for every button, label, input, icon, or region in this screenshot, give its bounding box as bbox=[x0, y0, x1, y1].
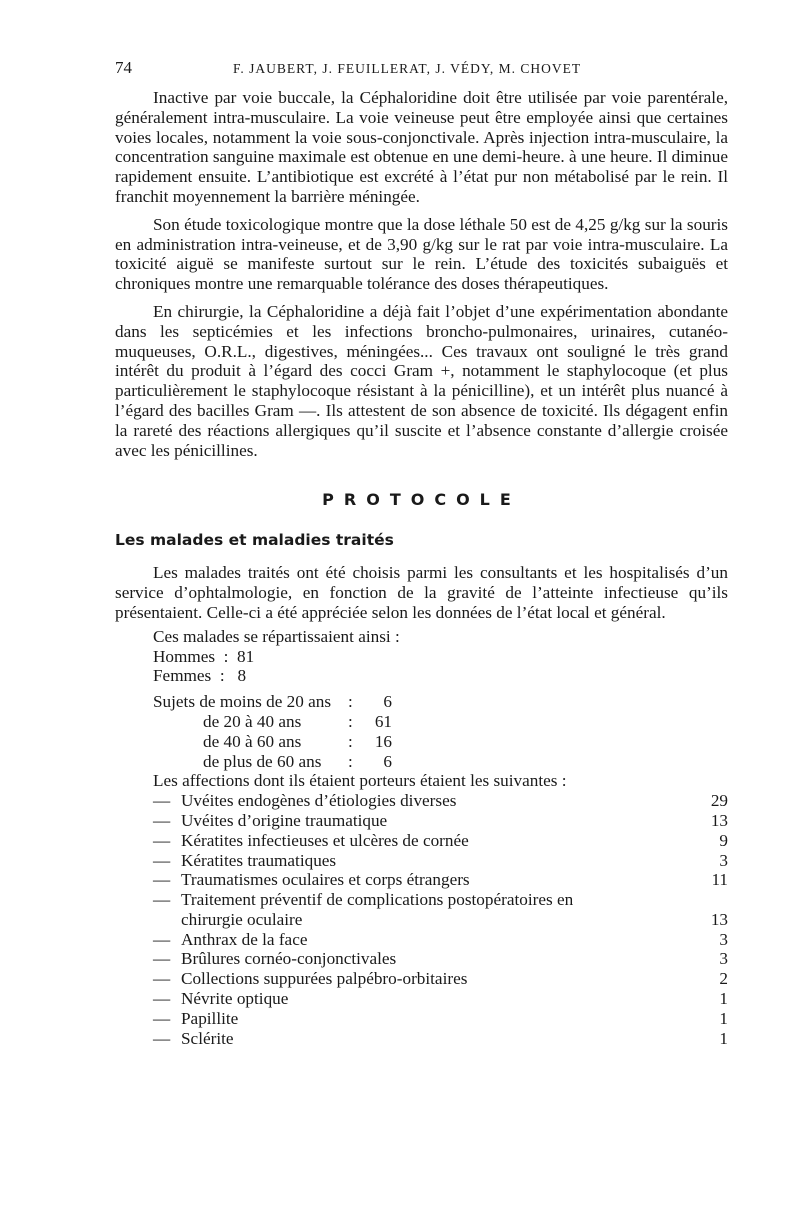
running-head: F. JAUBERT, J. FEUILLERAT, J. VÉDY, M. CHOVET bbox=[233, 61, 582, 76]
paragraph-pharmacology: Inactive par voie buccale, la Céphaloridine doit être utilisée par voie parentérale, généralement intra-musculaire. La voie veineuse peut être employée ainsi que certaines voies locales, notamment la voie sous-conjonctivale. Après injection intra-musculaire, la concentration sanguine maximale est obtenue en une demi-heure. à une heure. Il diminue rapidement ensuite. L’antibiotique est excrété à l’état pur non métabolisé par le rein. Il franchit moyennement la barrière méningée. bbox=[115, 88, 728, 206]
age-row: de plus de 60 ans : 6 bbox=[115, 752, 728, 772]
affections-list bbox=[115, 791, 728, 1048]
affection-label: Uvéites endogènes d’étiologies diverses bbox=[181, 791, 457, 811]
age-distribution bbox=[115, 692, 728, 771]
sex-row-men: Hommes : 81 bbox=[153, 646, 255, 666]
affection-row: — Brûlures cornéo-conjonctivales 3 bbox=[153, 949, 728, 969]
affection-count: 29 bbox=[710, 791, 728, 811]
age-label: de 40 à 60 ans bbox=[203, 731, 302, 751]
sex-label: Hommes bbox=[153, 646, 216, 666]
paragraph-surgery: En chirurgie, la Céphaloridine a déjà fait l’objet d’une expérimentation abondante dans les septicémies et les infections broncho-pulmonaires, urinaires, cutanéo-muqueuses, O.R.L., digestives, méningées... Ces travaux ont souligné le très grand intérêt du produit à l’égard des cocci Gram +, notamment le staphylocoque (et plus particulièrement le staphylocoque résistant à la pénicilline), et un intérêt plus nuancé à l’égard des bacilles Gram —. Ils attestent de son absence de toxicité. Ils dégagent enfin la rareté des réactions allergiques qu’il suscite et l’absence constante d’allergie croisée avec les pénicillines. bbox=[115, 301, 728, 460]
affection-count: 1 bbox=[719, 1028, 728, 1048]
affection-label: Collections suppurées palpébro-orbitaires bbox=[181, 969, 468, 989]
affection-row: — Traitement préventif de complications postopératoires en chirurgie oculaire 13 bbox=[153, 890, 728, 929]
affection-count: 3 bbox=[719, 949, 728, 969]
age-value: 6 bbox=[383, 692, 392, 712]
sex-row-women: Femmes : 8 bbox=[153, 666, 247, 686]
affection-count: 1 bbox=[719, 1008, 728, 1028]
affection-count: 3 bbox=[719, 850, 728, 870]
page bbox=[115, 58, 728, 1048]
age-label: Sujets de moins de 20 ans bbox=[153, 692, 332, 712]
section-title: PROTOCOLE bbox=[322, 490, 521, 510]
affection-row: — Papillite 1 bbox=[153, 1008, 728, 1028]
affection-label: Traitement préventif de complications postopératoires en chirurgie oculaire bbox=[181, 890, 574, 929]
age-row: Sujets de moins de 20 ans : 6 bbox=[153, 692, 392, 712]
age-label: de plus de 60 ans bbox=[203, 751, 322, 771]
affection-row: — Kératites infectieuses et ulcères de cornée 9 bbox=[153, 830, 728, 850]
affection-row: — Kératites traumatiques 3 bbox=[153, 850, 728, 870]
page-number: 74 bbox=[115, 58, 132, 77]
affection-row: — Uvéites endogènes d’étiologies diverses 29 bbox=[153, 791, 728, 811]
affection-row: — Uvéites d’origine traumatique 13 bbox=[153, 810, 728, 830]
affection-row: — Sclérite 1 bbox=[153, 1028, 728, 1048]
affection-label: Uvéites d’origine traumatique bbox=[181, 810, 388, 830]
affection-label: Sclérite bbox=[181, 1028, 234, 1048]
affection-row: — Névrite optique 1 bbox=[153, 989, 728, 1009]
age-value: 6 bbox=[383, 751, 392, 771]
affection-count: 13 bbox=[710, 810, 728, 830]
page-header bbox=[115, 58, 728, 88]
affection-label: Brûlures cornéo-conjonctivales bbox=[181, 949, 397, 969]
affection-row: — Traumatismes oculaires et corps étrangers 11 bbox=[153, 870, 728, 890]
affections-intro: Les affections dont ils étaient porteurs étaient les suivantes : bbox=[153, 771, 567, 791]
affection-row: — Anthrax de la face 3 bbox=[153, 929, 728, 949]
sex-label: Femmes bbox=[153, 666, 212, 686]
affection-count: 1 bbox=[719, 989, 728, 1009]
age-value: 61 bbox=[374, 711, 392, 731]
affection-count: 13 bbox=[710, 909, 728, 929]
affection-count: 11 bbox=[711, 870, 728, 890]
affection-row: — Collections suppurées palpébro-orbitaires 2 bbox=[153, 969, 728, 989]
subsection-title: Les malades et maladies traités bbox=[115, 531, 394, 550]
age-value: 16 bbox=[374, 731, 392, 751]
affection-count: 2 bbox=[719, 969, 728, 989]
sex-value: 81 bbox=[237, 646, 255, 666]
affection-label: Kératites infectieuses et ulcères de cornée bbox=[181, 830, 469, 850]
affection-label: Névrite optique bbox=[181, 989, 289, 1009]
distribution-intro: Ces malades se répartissaient ainsi : bbox=[153, 626, 400, 646]
affection-label: Traumatismes oculaires et corps étrangers bbox=[181, 870, 470, 890]
affection-label: Anthrax de la face bbox=[181, 929, 308, 949]
sex-value: 8 bbox=[237, 666, 247, 686]
age-row: de 20 à 40 ans : 61 bbox=[115, 712, 728, 732]
affection-count: 3 bbox=[719, 929, 728, 949]
paragraph-protocol: Les malades traités ont été choisis parmi les consultants et les hospitalisés d’un service d’ophtalmologie, en fonction de la gravité de l’atteinte infectieuse qu’ils présentaient. Celle-ci a été appréciée selon les données de l’état local et général. bbox=[115, 563, 728, 622]
affection-count: 9 bbox=[719, 830, 728, 850]
paragraph-toxicology: Son étude toxicologique montre que la dose léthale 50 est de 4,25 g/kg sur la souris en administration intra-veineuse, et de 3,90 g/kg sur le rat par voie intra-musculaire. La toxicité aiguë se manifeste surtout sur le rein. L’étude des toxicités subaiguës et chroniques montre une remarquable tolérance des doses thérapeutiques. bbox=[115, 214, 728, 294]
age-label: de 20 à 40 ans bbox=[203, 711, 302, 731]
age-row: de 40 à 60 ans : 16 bbox=[115, 732, 728, 752]
affection-label: Kératites traumatiques bbox=[181, 850, 337, 870]
affection-label: Papillite bbox=[181, 1008, 239, 1028]
